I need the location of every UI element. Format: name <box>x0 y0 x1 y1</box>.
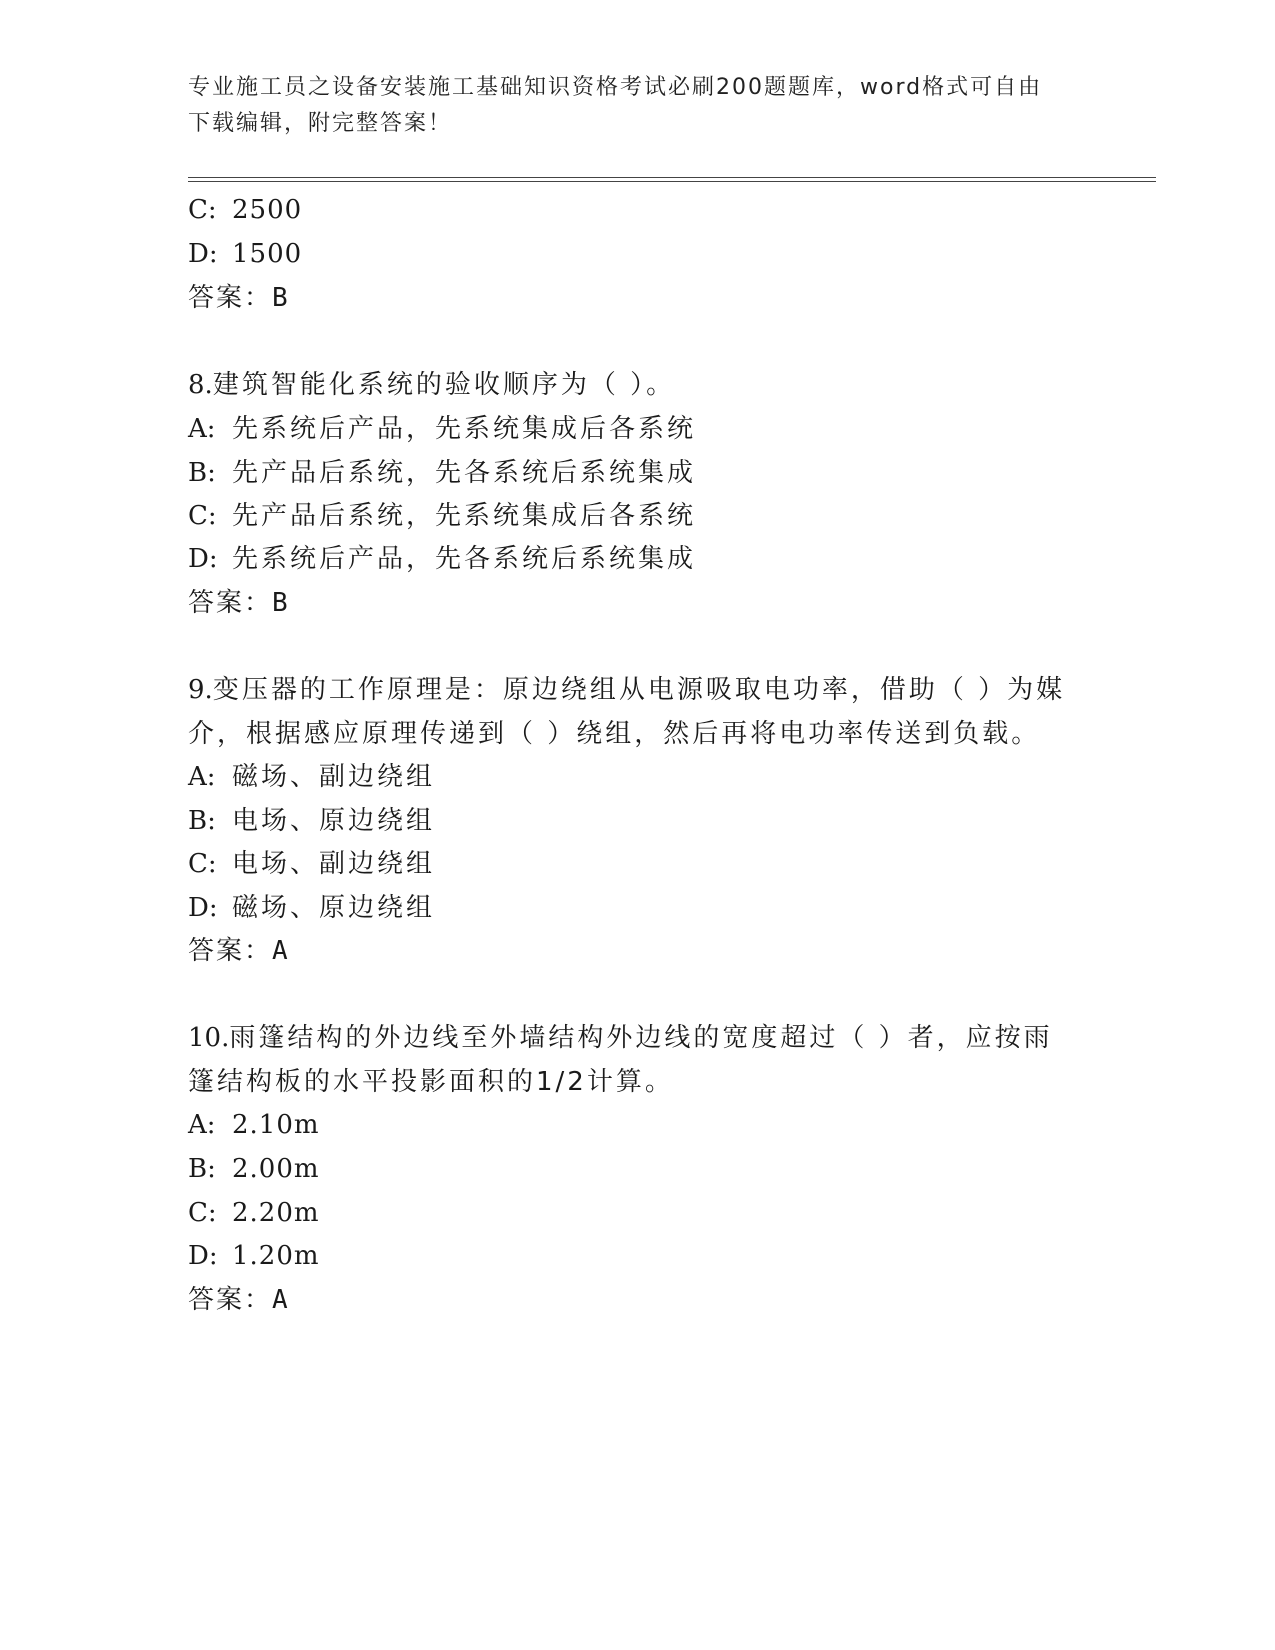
option-text: 1.20m <box>232 1241 320 1271</box>
q10-question-line-2 <box>188 1064 674 1100</box>
option-text: 2.10m <box>232 1110 320 1140</box>
header-title-line-2: 下载编辑，附完整答案！ <box>188 111 453 136</box>
question-number: 8. <box>188 370 213 400</box>
q8-option-a <box>188 411 696 447</box>
q8-option-c <box>188 498 696 534</box>
option-text: 2.00m <box>232 1154 320 1184</box>
answer-value: A <box>272 1285 290 1315</box>
answer-value: B <box>272 283 290 313</box>
option-text: 磁场、原边绕组 <box>232 893 436 923</box>
answer-label: 答案： <box>188 283 273 313</box>
answer-value: A <box>272 936 290 966</box>
option-key: B: <box>188 458 216 488</box>
q9-option-b <box>188 803 435 839</box>
option-text: 先产品后系统，先各系统后系统集成 <box>232 458 697 488</box>
header-divider-top <box>188 177 1156 178</box>
answer-label: 答案： <box>188 588 273 618</box>
option-text: 先系统后产品，先系统集成后各系统 <box>232 414 697 444</box>
option-key: A: <box>188 762 216 792</box>
option-key: D: <box>188 544 218 574</box>
option-key: D: <box>188 893 218 923</box>
question-text: 篷结构板的水平投影面积的1/2计算。 <box>188 1067 674 1097</box>
question-text: 建筑智能化系统的验收顺序为（ ）。 <box>212 370 676 400</box>
option-key: D: <box>188 1241 218 1271</box>
option-key: B: <box>188 1154 216 1184</box>
option-key: A: <box>188 414 216 444</box>
q7-option-d <box>188 236 302 272</box>
option-text: 1500 <box>232 239 303 269</box>
header-divider-bottom <box>188 181 1156 182</box>
document-header <box>188 70 1078 142</box>
option-text: 磁场、副边绕组 <box>232 762 436 792</box>
option-text: 2500 <box>232 195 303 225</box>
option-key: D: <box>188 239 218 269</box>
q8-question <box>188 367 675 403</box>
option-key: C: <box>188 849 217 879</box>
answer-value: B <box>272 588 290 618</box>
option-text: 先产品后系统，先系统集成后各系统 <box>232 501 697 531</box>
q8-option-b <box>188 455 696 491</box>
q10-option-d <box>188 1238 320 1274</box>
question-number: 10. <box>188 1023 230 1053</box>
q9-option-c <box>188 846 435 882</box>
q9-option-d <box>188 890 435 926</box>
q8-option-d <box>188 541 696 577</box>
q8-answer <box>188 585 290 621</box>
option-text: 先系统后产品，先各系统后系统集成 <box>232 544 697 574</box>
q9-option-a <box>188 759 435 795</box>
option-text: 2.20m <box>232 1198 320 1228</box>
option-key: C: <box>188 1198 217 1228</box>
answer-label: 答案： <box>188 936 273 966</box>
q10-option-b <box>188 1151 320 1187</box>
question-text: 介，根据感应原理传递到（ ）绕组，然后再将电功率传送到负载。 <box>188 719 1041 749</box>
q9-question-line-2 <box>188 716 1040 752</box>
q9-question-line-1 <box>188 672 1065 708</box>
question-number: 9. <box>188 675 213 705</box>
q10-answer <box>188 1282 290 1318</box>
q9-answer <box>188 933 290 969</box>
question-text: 变压器的工作原理是：原边绕组从电源吸取电功率，借助（ ）为媒 <box>212 675 1066 705</box>
option-key: C: <box>188 195 217 225</box>
option-key: C: <box>188 501 217 531</box>
option-text: 电场、副边绕组 <box>232 849 436 879</box>
q10-question-line-1 <box>188 1020 1053 1056</box>
question-text: 雨篷结构的外边线至外墙结构外边线的宽度超过（ ）者，应按雨 <box>229 1023 1053 1053</box>
q7-option-c <box>188 192 302 228</box>
option-text: 电场、原边绕组 <box>232 806 436 836</box>
header-title-line-1: 专业施工员之设备安装施工基础知识资格考试必刷200题题库，word格式可自由 <box>188 75 1043 100</box>
option-key: A: <box>188 1110 216 1140</box>
q7-answer <box>188 280 290 316</box>
q10-option-c <box>188 1195 320 1231</box>
option-key: B: <box>188 806 216 836</box>
q10-option-a <box>188 1107 320 1143</box>
answer-label: 答案： <box>188 1285 273 1315</box>
